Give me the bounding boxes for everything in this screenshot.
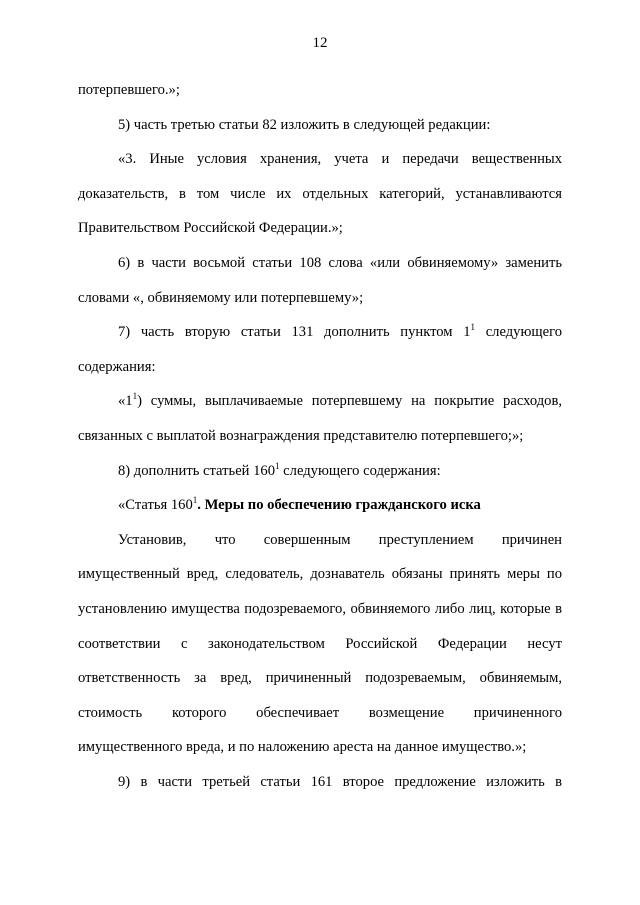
- paragraph-item-8: [78, 454, 562, 489]
- page-number: 12: [312, 35, 328, 51]
- paragraph-item-6: 6) в части восьмой статьи 108 слова «или обвиняемому» заменить словами «, обвиняемому или потерпевшему»;: [78, 254, 562, 306]
- paragraph-point-1-1: [78, 384, 562, 453]
- superscript: 1: [192, 495, 198, 506]
- document-body: [78, 73, 562, 799]
- article-heading: [78, 488, 562, 523]
- paragraph-item-7: [78, 315, 562, 384]
- paragraph-item-8-tail: следующего содержания:: [279, 462, 441, 479]
- paragraph-quote-3: «3. Иные условия хранения, учета и передачи вещественных доказательств, в том числе их отдельных категорий, устанавливаются Правительством Российской Федерации.»;: [78, 151, 562, 237]
- article-body: Установив, что совершенным преступлением причинен имущественный вред, следователь, дознаватель обязаны принять меры по установлению имущества подозреваемого, обвиняемого либо лиц, которые в соответствии с законодательством Российской Федерации несут ответственность за вред, причиненный подозреваемым, обвиняемым, стоимость которого обеспечивает возмещение причиненного имущественного вреда, и по наложению ареста на данное имущество.»;: [78, 531, 562, 756]
- article-heading-number: «Статья 160: [118, 497, 193, 514]
- superscript: 1: [470, 322, 476, 333]
- paragraph-item-7-text: 7) часть вторую статьи 131 дополнить пунктом 1: [118, 324, 471, 341]
- point-1-1-text: ) суммы, выплачиваемые потерпевшему на покрытие расходов, связанных с выплатой вознаграждения представителю потерпевшего;»;: [78, 393, 562, 444]
- paragraph-item-9: 9) в части третьей статьи 161 второе предложение изложить в: [118, 773, 562, 790]
- point-1-1-open: «1: [118, 393, 133, 410]
- superscript: 1: [132, 391, 138, 402]
- article-heading-title: . Меры по обеспечению гражданского иска: [197, 497, 481, 514]
- paragraph-item-7-tail: следующего содержания:: [78, 324, 563, 375]
- superscript: 1: [275, 460, 280, 471]
- paragraph-continuation: потерпевшего.»;: [78, 82, 180, 98]
- paragraph-item-5: 5) часть третью статьи 82 изложить в следующей редакции:: [118, 116, 491, 133]
- paragraph-item-8-text: 8) дополнить статьей 160: [118, 462, 276, 479]
